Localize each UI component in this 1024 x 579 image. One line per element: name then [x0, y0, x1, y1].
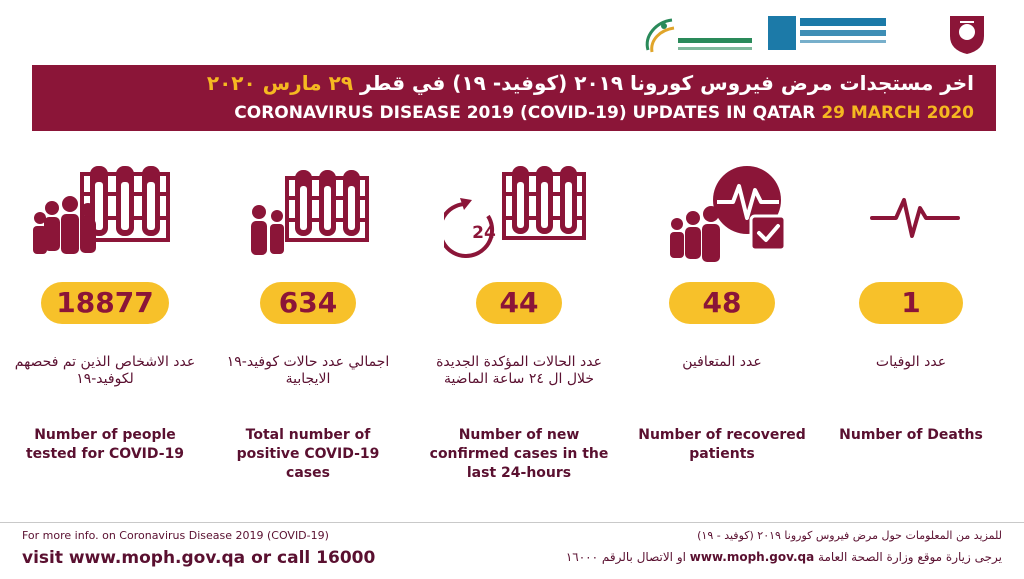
people-test-tubes-icon [213, 160, 403, 270]
value-pill [859, 282, 963, 324]
stat-label-en: Number of Deaths [839, 427, 983, 443]
logos [628, 10, 988, 58]
banner-title-en: CORONAVIRUS DISEASE 2019 (COVID-19) UPDATES IN QATAR 29 MARCH 2020 [234, 103, 974, 123]
stat-deaths [816, 160, 1006, 510]
stat-label-en: Number of recovered patients [638, 427, 806, 462]
stat-positive [213, 160, 403, 510]
moph-emblem-icon [946, 10, 988, 56]
phcc-emblem-icon [642, 16, 678, 56]
stat-label-en: Number of new confirmed cases in the last 24-hours [429, 427, 609, 481]
stat-recovered [627, 160, 817, 510]
footer-info-en: For more info. on Coronavirus Disease 2019 (COVID-19) [22, 529, 329, 542]
value-pill [669, 282, 775, 324]
stat-label-ar: عدد الاشخاص الذين تم فحصهم لكوفيد-١٩ [14, 354, 196, 387]
footer-divider [0, 522, 1024, 523]
flatline-icon [816, 160, 1006, 270]
stat-tested [10, 160, 200, 510]
footer-visit-en: visit www.moph.gov.qa or call 16000 [22, 548, 376, 568]
footer-visit-ar: يرجى زيارة موقع وزارة الصحة العامة www.moph.gov.qa او الاتصال بالرقم ١٦٠٠٠ [565, 550, 1002, 564]
stat-label-en: Number of people tested for COVID-19 [25, 427, 185, 462]
banner-title-ar: اخر مستجدات مرض فيروس كورونا ٢٠١٩ (كوفيد- ١٩) في قطر ٢٩ مارس ٢٠٢٠ [206, 71, 974, 95]
stat-label-ar: عدد المتعافين [682, 354, 762, 370]
stat-label-ar: عدد الحالات المؤكدة الجديدة خلال ال ٢٤ ساعة الماضية [436, 354, 602, 387]
stat-value: 634 [278, 286, 338, 319]
stat-new-cases [424, 160, 614, 510]
footer-website-link[interactable]: www.moph.gov.qa [689, 550, 815, 564]
value-pill [41, 282, 169, 324]
hmc-logo [768, 16, 888, 52]
stat-label-ar: اجمالي عدد حالات كوفيد-١٩ الايجابية [226, 354, 390, 387]
phcc-logo [642, 16, 752, 56]
stat-label-ar: عدد الوفيات [875, 354, 947, 370]
value-pill [260, 282, 356, 324]
stat-label-en: Total number of positive COVID-19 cases [236, 427, 380, 481]
moph-logo [946, 10, 988, 56]
title-banner [32, 65, 996, 131]
stat-value: 48 [702, 286, 742, 319]
banner-date-ar: ٢٩ مارس ٢٠٢٠ [206, 71, 354, 95]
stat-value: 18877 [56, 286, 154, 319]
footer-info-ar: للمزيد من المعلومات حول مرض فيروس كورونا ٢٠١٩ (كوفيد - ١٩) [697, 529, 1002, 542]
stat-value: 1 [901, 286, 921, 319]
people-test-tubes-icon [10, 160, 200, 270]
recovered-people-heartbeat-icon [627, 160, 817, 270]
banner-date-en: 29 MARCH 2020 [821, 103, 974, 123]
24h-test-tubes-icon [424, 160, 614, 270]
svg-text:24: 24 [472, 223, 496, 243]
value-pill [476, 282, 562, 324]
stat-value: 44 [499, 286, 539, 319]
